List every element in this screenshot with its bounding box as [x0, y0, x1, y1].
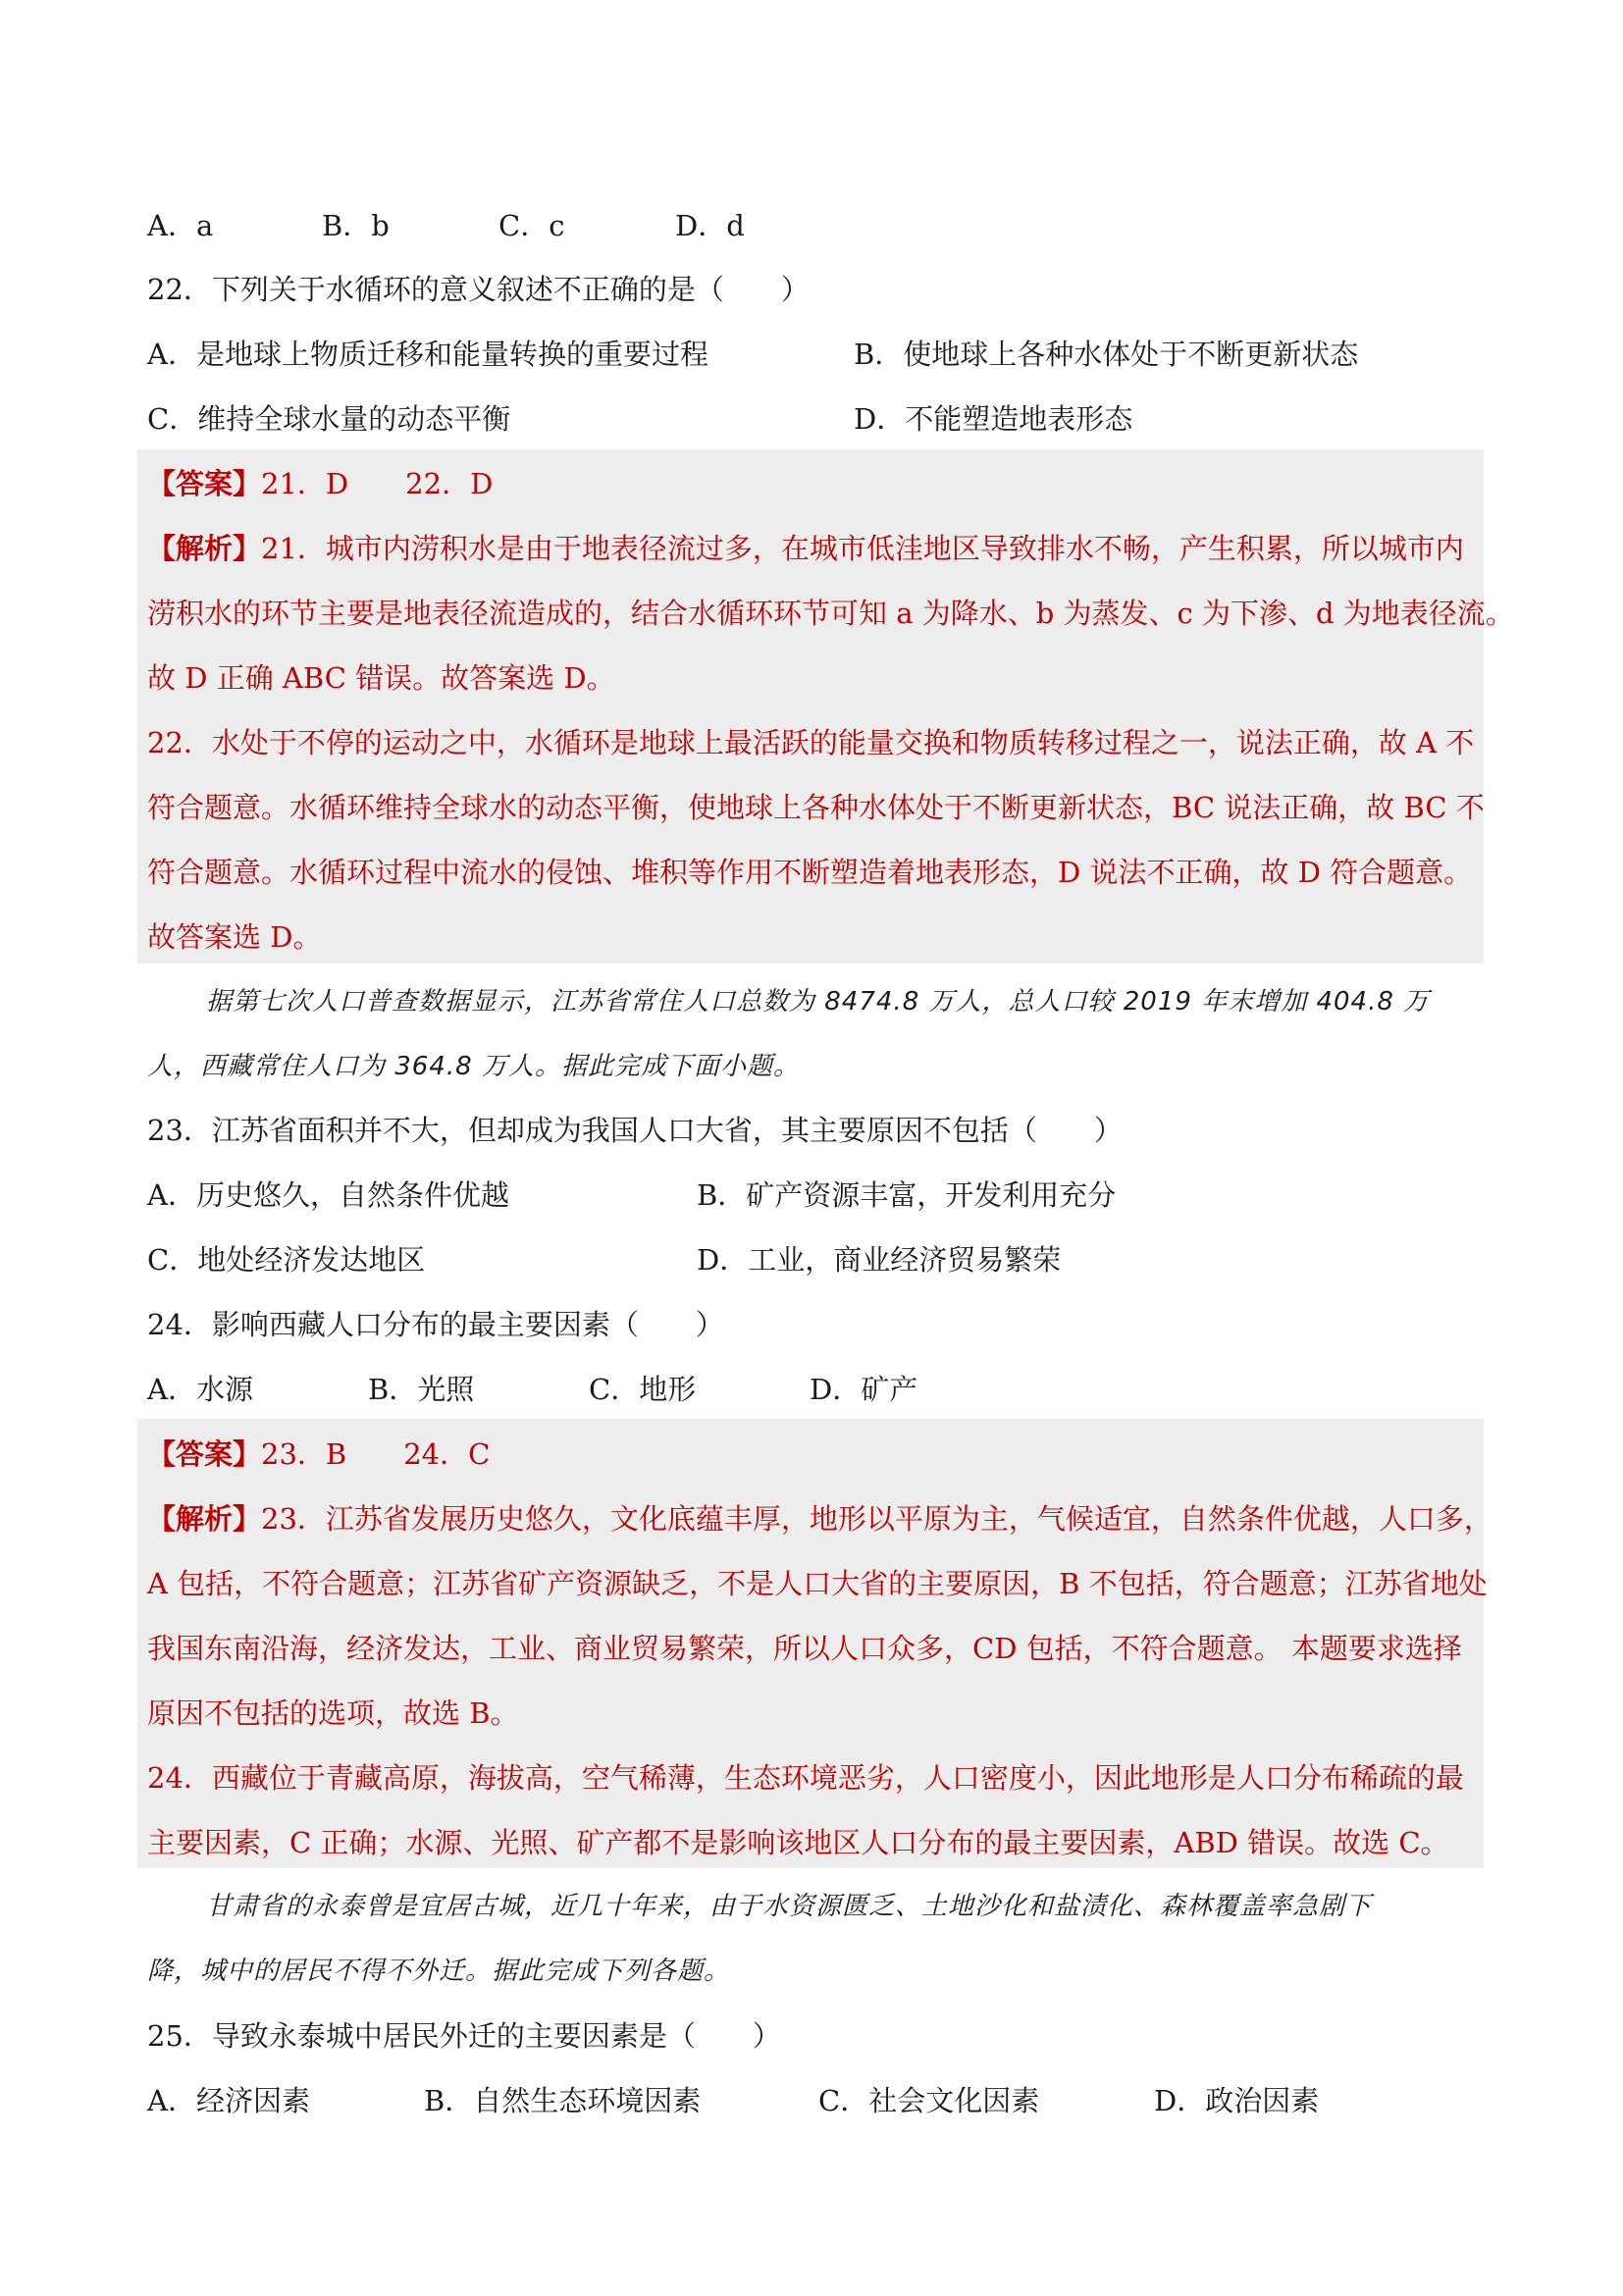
q24-option-b: B．光照	[368, 1373, 475, 1406]
q23-option-d: D．工业，商业经济贸易繁荣	[697, 1243, 1062, 1277]
q24-option-c: C．地形	[589, 1373, 697, 1406]
q22-option-c: C．维持全球水量的动态平衡	[147, 402, 511, 436]
intro-1-line-2: 人，西藏常住人口为 364.8 万人。据此完成下面小题。	[147, 1052, 800, 1081]
answer-tag: 【答案】	[147, 467, 262, 500]
analysis-tag: 【解析】	[147, 532, 262, 565]
intro-2-line-1: 甘肃省的永泰曾是宜居古城，近几十年来，由于水资源匮乏、土地沙化和盐渍化、森林覆盖率急剧下	[206, 1892, 1373, 1921]
analysis-1-line-3: 故 D 正确 ABC 错误。故答案选 D。	[147, 661, 615, 695]
analysis-2-line-2: A 包括，不符合题意；江苏省矿产资源缺乏，不是人口大省的主要原因，B 不包括，符合题意；江苏省地处	[147, 1567, 1488, 1600]
answer-tag: 【答案】	[147, 1437, 262, 1471]
q25-option-c: C．社会文化因素	[818, 2084, 1040, 2117]
q24-option-d: D．矿产	[810, 1373, 918, 1406]
q25-stem: 25．导致永泰城中居民外迁的主要因素是（ ）	[147, 2019, 781, 2053]
q23-option-c: C．地处经济发达地区	[147, 1243, 426, 1277]
q22-option-b: B．使地球上各种水体处于不断更新状态	[854, 338, 1359, 371]
answer-2-line	[147, 1435, 490, 1474]
analysis-2-line-1	[147, 1499, 1492, 1539]
intro-1-line-1: 据第七次人口普查数据显示，江苏省常住人口总数为 8474.8 万人，总人口较 2019 年末增加 404.8 万	[206, 987, 1431, 1017]
q22-option-a: A．是地球上物质迁移和能量转换的重要过程	[147, 338, 708, 371]
q21-option-b: B．b	[322, 209, 390, 242]
q23-option-b: B．矿产资源丰富，开发利用充分	[697, 1178, 1117, 1212]
q21-option-d: D．d	[675, 209, 745, 242]
analysis-text: 21．城市内涝积水是由于地表径流过多，在城市低洼地区导致排水不畅，产生积累，所以城市内	[261, 532, 1464, 565]
analysis-2-line-3: 我国东南沿海，经济发达，工业、商业贸易繁荣，所以人口众多，CD 包括，不符合题意。 本题要求选择	[147, 1632, 1462, 1665]
q22-stem: 22．下列关于水循环的意义叙述不正确的是（ ）	[147, 273, 810, 306]
analysis-1-line-2: 涝积水的环节主要是地表径流造成的，结合水循环环节可知 a 为降水、b 为蒸发、c 为下渗、d 为地表径流。	[147, 597, 1514, 630]
q22-option-d: D．不能塑造地表形态	[854, 402, 1133, 436]
q25-option-a: A．经济因素	[147, 2084, 310, 2117]
answer-text: 23．B 24．C	[261, 1437, 491, 1471]
analysis-1-line-5: 符合题意。水循环维持全球水的动态平衡，使地球上各种水体处于不断更新状态，BC 说法正确，故 BC 不	[147, 791, 1485, 824]
answer-1-line	[147, 464, 493, 503]
analysis-2-line-6: 主要因素，C 正确；水源、光照、矿产都不是影响该地区人口分布的最主要因素，ABD 错误。故选 C。	[147, 1826, 1449, 1859]
q23-stem: 23．江苏省面积并不大，但却成为我国人口大省，其主要原因不包括（ ）	[147, 1114, 1123, 1147]
q21-option-a: A．a	[147, 209, 214, 242]
q23-option-a: A．历史悠久，自然条件优越	[147, 1178, 509, 1212]
analysis-1-line-7: 故答案选 D。	[147, 920, 322, 954]
q24-stem: 24．影响西藏人口分布的最主要因素（ ）	[147, 1308, 724, 1341]
analysis-1-line-4: 22．水处于不停的运动之中，水循环是地球上最活跃的能量交换和物质转移过程之一，说法正确，故 A 不	[147, 726, 1475, 759]
analysis-2-line-4: 原因不包括的选项，故选 B。	[147, 1696, 519, 1730]
q25-option-b: B．自然生态环境因素	[424, 2084, 702, 2117]
q25-option-d: D．政治因素	[1154, 2084, 1320, 2117]
analysis-2-line-5: 24．西藏位于青藏高原，海拔高，空气稀薄，生态环境恶劣，人口密度小，因此地形是人口分布稀疏的最	[147, 1761, 1464, 1795]
q21-option-c: C．c	[498, 209, 565, 242]
analysis-1-line-1	[147, 529, 1464, 568]
analysis-tag: 【解析】	[147, 1502, 262, 1536]
q24-option-a: A．水源	[147, 1373, 253, 1406]
analysis-text: 23．江苏省发展历史悠久，文化底蕴丰厚，地形以平原为主，气候适宜，自然条件优越，人口多，	[261, 1502, 1492, 1536]
analysis-1-line-6: 符合题意。水循环过程中流水的侵蚀、堆积等作用不断塑造着地表形态，D 说法不正确，故 D 符合题意。	[147, 856, 1473, 889]
answer-text: 21．D 22．D	[261, 467, 494, 500]
intro-2-line-2: 降，城中的居民不得不外迁。据此完成下列各题。	[147, 1957, 731, 1986]
